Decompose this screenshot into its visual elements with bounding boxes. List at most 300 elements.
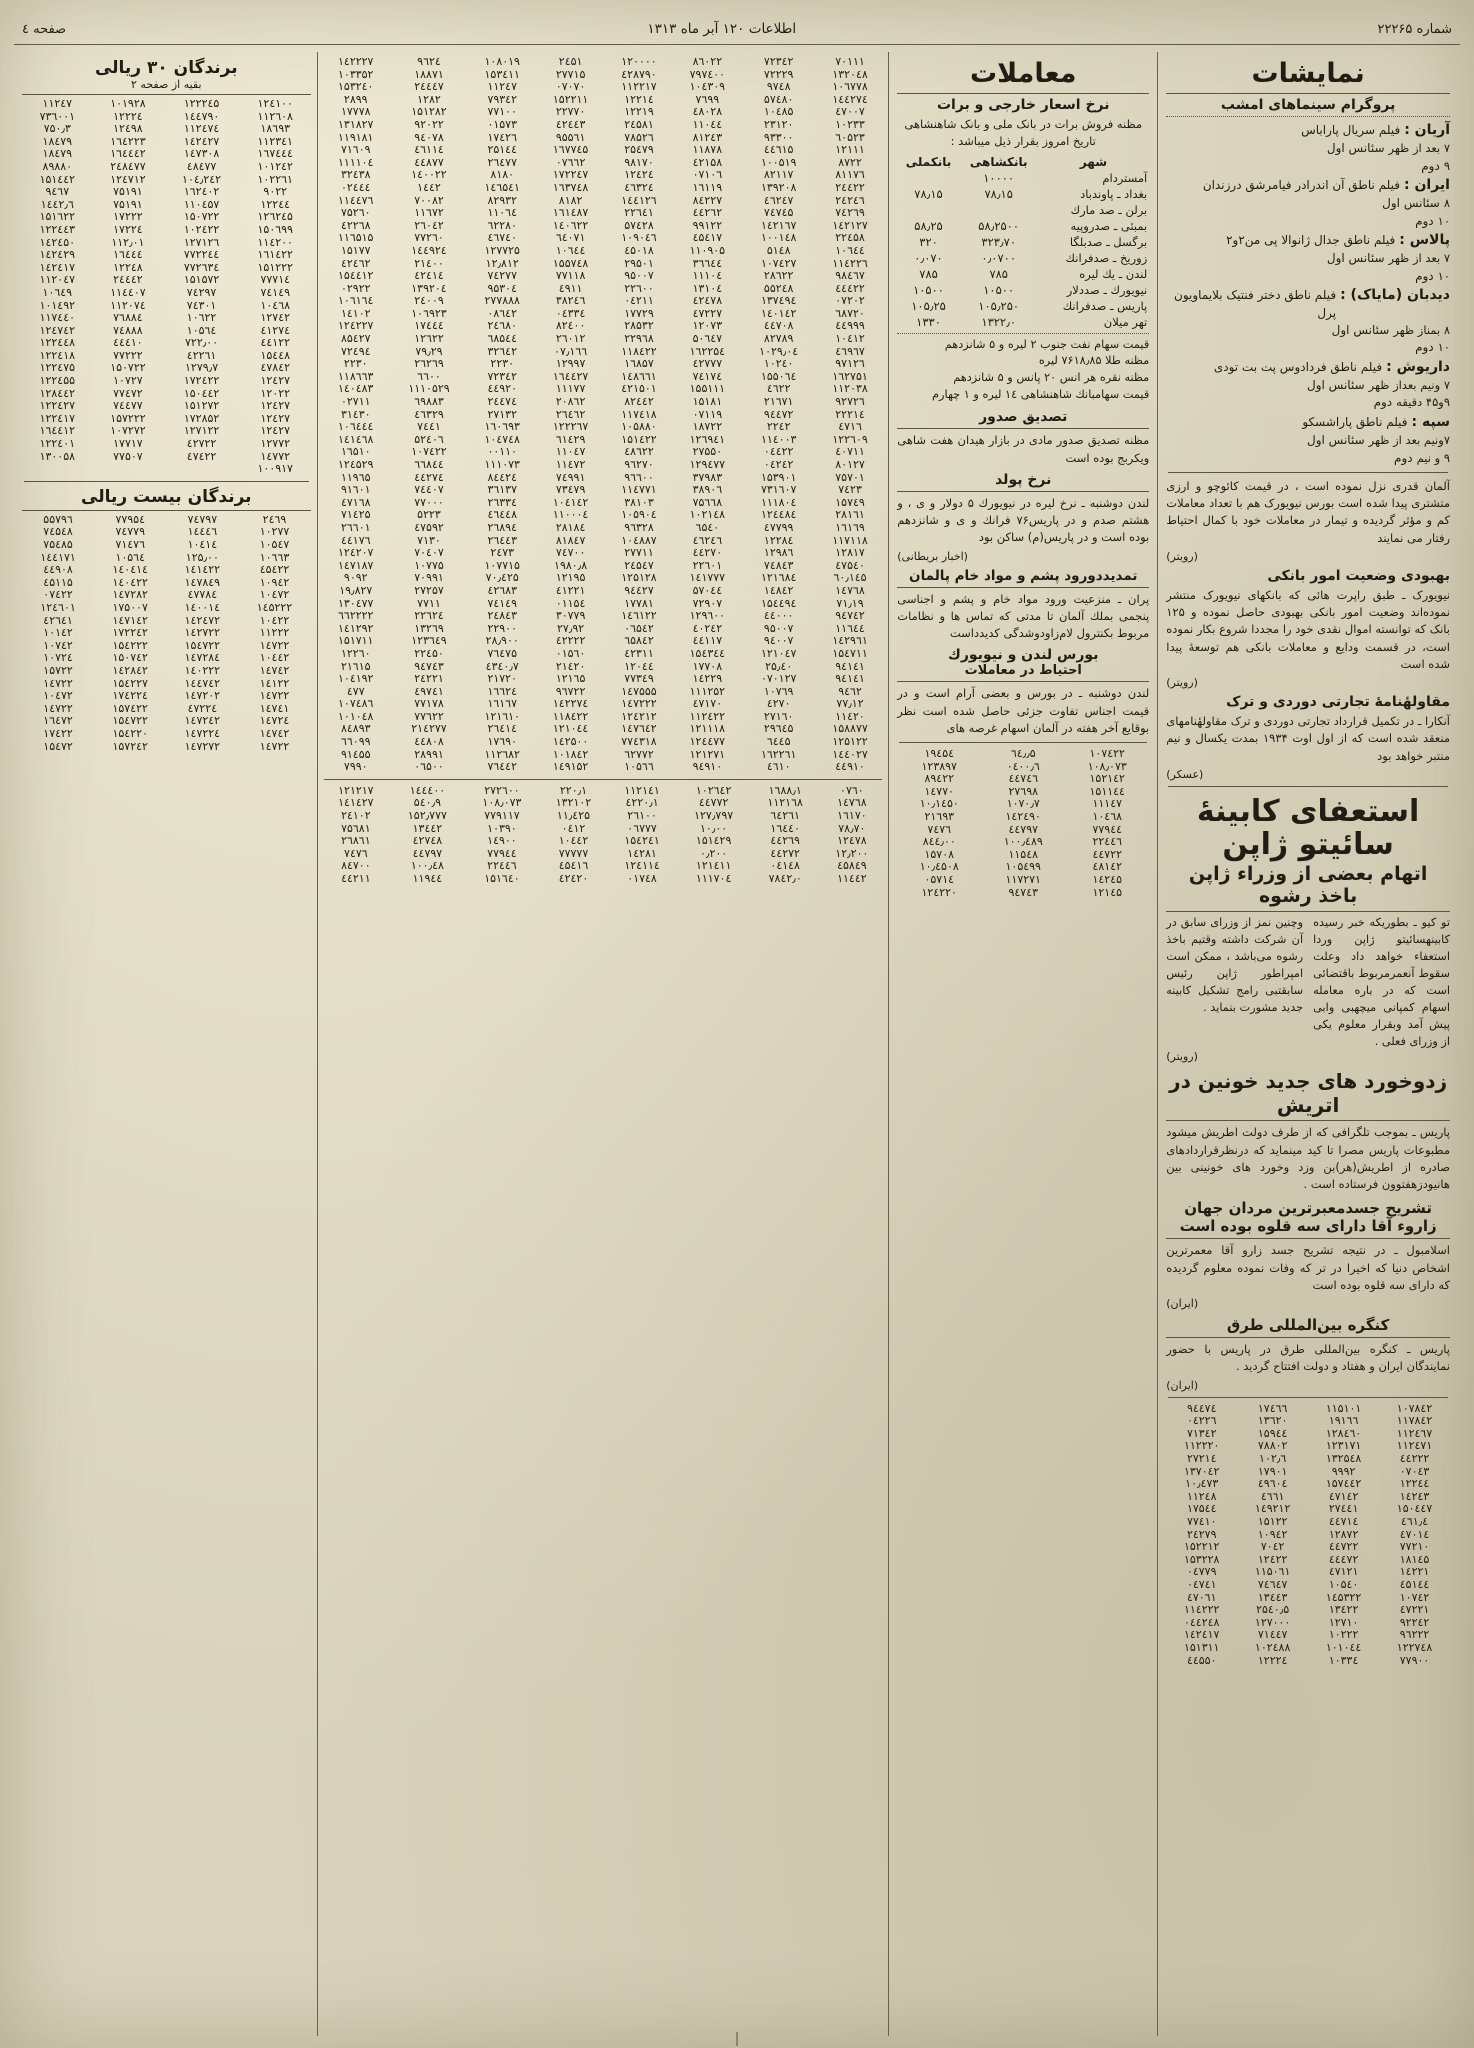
divider [897,93,1149,94]
number-cell: ۱٤۲٤۲۹ [39,248,76,262]
number-cell: ۰۷۱۰٦ [692,168,723,182]
number-cell: ۲۸٫۹۰۰ [485,634,519,648]
number-cell: ۷۵۰٫۳ [43,122,71,136]
number-cell: ۱۲۲٦۰۹ [832,432,868,446]
number-cell: ۷۰۹۹۱ [414,571,444,585]
number-row [322,835,885,848]
number-cell: ۱٤٤۲٫٦ [40,197,74,211]
number-cell: ۱٤۲٤۱۷ [1183,1628,1220,1642]
number-cell: ٦٤٫٫۵ [1010,747,1036,760]
number-cell: ۱۰٦۷۷۸ [832,80,868,94]
cinema-showlabel: دوم [1415,340,1434,355]
number-cell: ۱۰٦٤٤٤ [338,420,374,434]
number-cell: ۱۲٤۲۷ [260,399,291,413]
number-cell: ٤۷۰۰۷ [835,105,865,119]
number-cell: ۱۱٤۷۲ [555,458,586,471]
number-cell: ۹٤۱٤۱ [835,672,865,686]
number-cell: ۱٤٤۰۲۷ [832,747,868,761]
number-cell: ٤۹۱۱ [558,281,583,295]
number-cell: ۱۰٤٤۲ [558,834,589,848]
number-cell: ۱٦۸۸٫۱ [768,783,802,797]
number-cell: ۱۵۱۷۱۱ [338,634,374,648]
number-cell: ۱۵۲۱٤۲ [1089,772,1125,786]
number-cell: ۷٤۲۹۷ [186,285,217,299]
number-row [1166,1453,1450,1466]
number-cell: ۷۸۸۰۲ [1257,1439,1288,1453]
number-cell: ۹۵۰۰۷ [763,621,794,635]
number-cell: ۱۲٤۱۰۰ [257,97,293,110]
number-cell: ۱۰۰٫٤۸ [410,859,444,873]
number-cell: ۱۲۱٦۵ [555,672,586,686]
number-cell: ۲٦٦۰۱ [340,520,371,534]
cinema-name: پالاس : [1399,232,1450,249]
number-cell: ۱۳۲٦۹ [414,621,444,635]
divider [22,94,311,95]
number-cell: ۱۵۱۲۲ [1257,1515,1288,1529]
number-cell: ۹٤٦۷ [45,185,70,199]
number-cell: ۲٦۰٤۲ [414,218,444,232]
number-cell: ٤۷۱٦۸ [340,495,371,509]
number-cell: ۲۵٫٤۰ [765,659,793,673]
number-cell: ۱۰۱۲٤۲ [257,159,293,173]
number-cell: ۸۲۷۸۹ [763,332,794,346]
number-cell: ۱۰۸٫۰۷۳ [1087,759,1127,773]
news-source: (ایران) [1166,1297,1199,1311]
fx-bank-shahi: ۷۸۵ [989,266,1008,281]
number-cell: ۷٤۳۰۱ [186,298,217,312]
cinema-film: فیلم سریال پاراباس [1301,123,1401,137]
number-cell: ۱۰۹٤۲ [259,575,290,589]
number-cell: ٤۷۱٦ [838,420,862,434]
number-cell: ٤٤۲۲۲ [1399,1452,1430,1466]
cinema-showlabel: دوم [1415,213,1434,228]
number-cell: ۱۹٤۵٤ [924,747,955,760]
fx-city: زوریخ ـ صدفرانك [1065,250,1148,265]
fx-bank-shahi: ۱۰۰۰۰ [983,170,1015,185]
number-cell: ۱٦۸۵۷ [624,357,654,371]
number-cell: ۰۷٦۰ [840,783,864,797]
number-row [322,472,885,485]
number-cell: ۱۱۱۷۰٤ [695,872,732,885]
number-cell: ۷۲۳٤۲ [487,369,517,383]
cinema-name: آریان : [1404,122,1450,138]
number-cell: ۹٤٤۲۷ [624,583,654,597]
fx-bank-shahi: ۳۲۳٫۷۰ [981,234,1017,249]
winners-continued-note: بقیه از صفحه ۲ [131,78,202,91]
number-cell: ۱۱۲۳٤۱ [257,134,293,148]
number-cell: ٤٦۱۰ [766,760,791,774]
number-cell: ٤۷۱۷۰ [692,697,723,711]
number-cell: ۷٤٦٤۷ [1257,1578,1288,1592]
number-cell: ۱٤۲۵۰۰ [552,735,589,749]
news-paragraph: پاریس ـ بموجب تلگرافی که از طرف دولت اطریش میشود مطبوعات پاریس مصرا تا کید مینماید که درنظرقرارداد‌های صادره از اطریش(هر)بن وزد وخورد های خونینی بین هانیودزهفتوون فرستاده است . [1166,1125,1450,1192]
number-cell: ۱۲۲۷٤۸ [1396,1640,1433,1654]
cinema-showlabel: دوم [1394,450,1413,465]
number-row [22,375,311,388]
number-cell: ٤۵۰۱۸ [624,243,654,257]
number-cell: ۱۱۲۰۳۸ [832,382,868,396]
number-cell: ٤۱۲۲۱ [555,583,586,597]
number-row [322,698,885,711]
number-cell: ۷٤٤۰۷ [414,483,444,497]
number-row [322,371,885,384]
number-cell: ۱۰۲٤۸۸ [1254,1640,1291,1654]
number-cell: ۱٤۷۱۸۷ [338,558,374,572]
number-cell: ۱٤۷٤۱ [259,701,290,715]
number-cell: ۱۲۲٤۱۷ [39,411,76,425]
number-cell: ۱۵٤۷۲۲ [112,714,148,728]
fx-city: برگسل ـ صدبلگا [1069,234,1148,249]
fx-bank-melli: ۷۸٫۱۵ [914,186,943,201]
number-cell: ۱۳۲۰٤۸ [832,67,868,81]
fx-bank-shahi: ۱۰۵۰۰ [983,282,1015,297]
number-cell: ۲۲٦۲٤ [414,609,444,623]
number-row [897,874,1149,887]
cinema-showtime: ۹و۴۵ دقیقه [1396,395,1450,410]
currency-rate-title: نرخ پولد [995,471,1052,488]
divider [324,779,883,780]
number-cell: ۱۱٤۲۲٦ [832,256,868,270]
number-cell: ۹۱٦۰۱ [340,483,371,497]
number-cell: ۱۰٦۱٦٤ [338,294,374,308]
fx-bank-shahi [960,202,1038,218]
number-cell: ۲٦۳۳٤ [487,495,517,509]
number-cell: ۱۵۳۹۰۱ [760,470,797,484]
fx-city: بغداد ـ پاوندباد [1080,186,1148,201]
number-row [322,749,885,762]
number-cell: ۱٦۱٦۹ [835,520,865,534]
number-cell: ۷۵٦۸۱ [341,821,371,835]
number-cell: ۱۱۹٦۵ [340,470,371,484]
number-cell: ٤۸٦۲۲ [624,445,654,459]
number-cell: ۱۱٤۲۰۰ [257,235,293,249]
cinema-showlabel: سئانس اول [1326,251,1385,266]
number-row [897,836,1149,849]
number-cell: ۱٤۲٤۵ [1092,872,1123,886]
number-cell: ۱۰۱۹۲۸ [110,97,146,110]
number-cell: ۱۱۲٤٦۷ [1396,1426,1433,1440]
number-cell: ۱۷۷۸۱ [624,596,654,610]
number-cell: ۱۱۲۰٤۷ [39,273,76,287]
number-cell: ۱۰۷۷۵ [414,558,444,572]
number-cell: ٤٤۷۲۲ [1328,1540,1359,1554]
number-cell: ۱۵٤٤۱۲ [338,269,374,283]
number-cell: ۷۱٤۷٦ [115,538,145,551]
fx-city: لندن ـ یك لیره [1079,266,1148,281]
number-cell: ٤٤۷٤٦ [1008,772,1039,786]
number-cell: ۱۰۰٫٤۸۹ [1003,835,1043,849]
number-cell: ۱٤۲٤۳ [1399,1489,1430,1503]
number-cell: ۱۲۲٤٤۳ [39,222,76,236]
number-cell: ۱٤۹۱۵۲ [552,760,589,774]
number-cell: ۱٦٤٤۰ [770,821,800,835]
number-cell: ۱۲۷۹٫۷ [185,361,219,375]
number-row [897,811,1149,824]
number-cell: ۷٤۸٤۳ [763,558,794,572]
number-cell: ۱۵٤۳٤٤ [689,646,726,660]
fx-note: مظنه فروش برات در بانک ملی و بانک شاهنشاهی تاریخ امروز بقرار ذیل میباشد : [904,117,1143,149]
number-cell: ۱٤۷٤۲ [259,726,290,740]
number-row [1166,1541,1450,1554]
number-cell: ۱۱۱۲۵۲ [689,684,726,698]
number-cell: ۰۷٫۱٦٦ [554,344,588,358]
number-cell: ۲۹٦٤۵ [763,722,794,736]
number-cell: ۸۲٤٤۲ [624,395,654,409]
number-cell: ۷۷۹۰۰ [1399,1653,1430,1667]
divider [897,681,1149,682]
number-cell: ٤۲۷٤۸ [412,834,443,848]
divider [1166,1120,1450,1121]
number-cell: ۱٤٤۲ [417,180,441,194]
number-cell: ۱۸٦۹۳ [260,122,291,136]
number-cell: ۱٤۷٤۲ [259,663,290,677]
number-cell: ۱٤۰٤۱٤ [112,563,148,577]
number-cell: ۱٤۷۱٤۲ [112,613,148,627]
number-cell: ۸۱۲٤۳ [692,130,723,144]
numbers-block-d-bottom [22,514,311,753]
number-cell: ۷۷۲٦۳٤ [183,260,220,274]
headline-congress: کنگره بین‌المللی طرق [1226,1316,1390,1335]
cinema-showtime: ۸ بمناز ظهر [1393,323,1450,338]
number-cell: ۱۰٤٦۸ [1092,809,1123,823]
number-cell: ۱۱۰٤۷ [555,445,586,459]
number-cell: ٤٤۲۷۲ [770,846,800,860]
number-cell: ۱۵۸۸۷۷ [832,722,868,736]
number-row [22,438,311,451]
number-cell: ۱۱۱٤۷ [1092,797,1123,811]
number-cell: ۱۱۷٤۱۸ [621,407,657,421]
number-cell: ۱۹۸۰٫۸ [554,558,588,572]
number-cell: ۱۲۲٤٤۸ [39,336,76,350]
number-cell: ۱۰۲۷۷ [259,525,290,539]
number-cell: ۱٤۲۱٦۷ [760,218,797,232]
number-cell: ۱۲۲٤۰۱ [39,437,76,451]
number-cell: ۱۵۷٤۲۲ [112,701,148,715]
number-row [322,873,885,886]
number-cell: ۹٦۲۲۲ [1399,1628,1430,1642]
number-row [322,283,885,296]
number-row [1166,1604,1450,1617]
number-cell: ۱۲۲٤۲۷ [39,399,76,413]
table-row [897,218,1149,234]
number-cell: ۱۷۲۸۵۲ [183,411,220,425]
number-cell: ۳۸۲٤٦ [555,294,586,308]
number-cell: ۰۱۱۵٤ [555,596,586,610]
number-cell: ۱۵۰٤٤۷ [1396,1502,1433,1516]
number-cell: ۲۲٦۰۱ [692,558,723,572]
number-cell: ۳٦۱۳۷ [487,483,517,497]
number-cell: ۱۲۲٤٤ [260,197,291,211]
number-cell: ۰٦۷۷۷ [627,821,657,835]
number-cell: ۷۷۲٦۰ [414,231,444,245]
number-cell: ۱۱۲٤۷۱ [1396,1439,1433,1453]
number-cell: ۲٤٦۹ [262,512,287,526]
number-row [22,665,311,678]
number-cell: ۱۳۱۸۲۷ [338,117,374,131]
number-cell: ۷٤۲٦۹ [835,206,865,220]
number-cell: ۱٤۷۲٤ [259,714,290,728]
fx-bank-melli: ۱۳۳۰ [916,314,941,329]
number-cell: ۱٤۷۳۰۸ [183,147,220,161]
fx-city: پاریس ـ صدفرانك [1062,298,1148,313]
cinema-name: سپه : [1411,413,1450,430]
masthead [0,14,1474,44]
number-cell: ۱۰۷۲٤ [43,651,73,665]
number-cell: ۱٤۲۹٦۱ [832,634,868,648]
number-cell: ۱٤۱٤۲۷ [338,796,374,810]
number-cell: ۱٤۷٦۸ [835,583,865,597]
number-cell: ۱۰۲۲۲ [1328,1628,1359,1642]
number-cell: ۲٤۱۰۲ [341,809,371,823]
number-cell: ۹٦۲٤ [417,55,441,68]
number-cell: ۰٤۰۰٫٦ [1006,759,1040,773]
number-cell: ٤٦۳۲۹ [414,407,444,421]
number-cell: ٤۲۸۷۹۰ [621,67,657,81]
number-cell: ۷٦۸۸٤ [113,311,143,325]
number-cell: ٤۷۰۱٤ [1399,1527,1430,1541]
number-cell: ۱۰۲٦٤۲ [695,783,732,797]
number-cell: ٤۷۱٤۲ [1328,1489,1359,1503]
number-cell: ۱۳۲۵٤۸ [1325,1452,1362,1466]
number-cell: ۱۸۷۲۲ [692,420,723,434]
article-title-banking: بهبودی وضعیت امور بانکی [1267,567,1450,584]
cinema-name: داریوش : [1386,358,1450,375]
number-cell: ۰۷٦٦۲ [555,155,586,169]
number-cell: ۱۲۱۲۱۷ [338,783,374,797]
numbers-block-c2 [322,785,885,886]
number-cell: ۱۱۸٤۲۲ [621,344,657,358]
number-cell: ۱٦۲٤۰۲ [183,185,220,199]
number-cell: ۱۵۰٤٤۲ [183,386,220,400]
number-cell: ۱۳۹۲۰٤ [411,281,447,295]
number-cell: ٤٤۲٦۲ [692,206,723,220]
number-cell: ۵۱٤۸ [766,243,791,257]
number-cell: ۲۲۹۰۰ [487,621,517,635]
number-cell: ۱۵۱۲۷۲ [183,399,220,413]
number-cell: ۱۳۹۲۰۸ [760,180,797,194]
cinema-list [1166,120,1450,467]
number-cell: ٤۲۲٦۱ [186,348,217,362]
number-cell: ۸۲٤۰۰ [555,319,586,333]
number-cell: ۱۰٤۳۰۹ [689,80,726,94]
number-cell: ۱۲٤٦۰۱ [40,600,76,614]
number-cell: ٤٤٦۱۵ [763,143,794,157]
number-cell: ۷۱۳۰ [417,533,441,547]
number-cell: ۷۲۲۲۹ [763,67,794,81]
number-cell: ۹۵۳۰٤ [487,281,517,295]
number-row [322,635,885,648]
number-cell: ۱٤۷۲۰۲ [184,689,221,703]
number-cell: ۱۵۱۵۷۲ [183,273,220,287]
number-row [322,69,885,82]
number-cell: ۷۸۵۲٦ [624,130,654,144]
number-cell: ۱۰۷٤۸٦ [338,697,374,711]
number-cell: ۲٦۱۰۰ [627,809,657,823]
number-cell: ۲۲٤۲ [766,420,791,434]
number-cell: ٦٤۰۷۱ [555,231,586,245]
number-cell: ۱٤۷۲۲٤ [184,726,221,740]
number-cell: ۲۰۸٦۲ [555,395,586,409]
number-cell: ۳۱٤۳۰ [340,407,371,421]
number-cell: ٤٤۷۲۲ [1092,847,1123,861]
stock-exchange-title: بورس لندن و نیویورك [948,647,1099,664]
number-cell: ۱۷۷۱۷ [113,437,143,451]
number-cell: ۹۰۲۲ [263,185,288,199]
number-row [322,220,885,233]
number-cell: ۲٦٤۷۷ [487,155,517,169]
number-cell: ۷٤۲۷۷ [487,269,517,283]
number-cell: ۷۱٫۱۹ [836,596,864,610]
number-row [322,623,885,636]
cinema-showlabel: سئانس اول [1331,323,1390,338]
number-cell: ۹۰۹۲ [343,571,368,585]
fx-bank-melli [897,170,960,186]
number-cell: ۱۲۹۸٦ [763,546,794,560]
number-row [322,258,885,271]
number-cell: ۱۲٤۲۰۷ [338,546,374,560]
number-cell: ۱٤۰۰۱٤ [184,600,221,614]
number-cell: ۱۰٤۱۹۲ [338,672,374,686]
number-cell: ۱٤۰۱٤۲ [760,306,797,320]
number-cell: ۱٦۳۷٤۸ [552,180,589,194]
number-cell: ۱۵۱۷۷ [340,243,371,257]
number-cell: ۲۲۷۷۰ [555,105,586,119]
number-cell: ۲۲٦٤۱ [624,206,654,220]
number-cell: ۷۸٤۲٫۰ [768,872,802,885]
number-cell: ۱۰٦٤٤ [555,243,586,257]
number-cell: ۱۲۱٦۱۰ [484,709,520,723]
news-paragraph: آنکارا ـ در تکمیل قرارداد تجارتی دوردی و ترک مقاولهٔنامهای منعقد شده است که از اول اوت ۱۹۳۴ بمدت یکسال و نیم منتبر خواهد بود [1166,714,1450,763]
number-cell: ۹٦۲۷۰ [624,458,654,471]
number-cell: ۲۲٤۵۰ [414,646,444,660]
number-cell: ۸٤۸۹۳ [340,722,371,736]
section-title-namayeshat: نمایشات [1251,58,1365,89]
number-cell: ۱۳۷۰٤۲ [1183,1464,1220,1478]
number-cell [22,463,93,476]
cinema-entry [1166,357,1450,412]
number-cell: ۱۱٦۵۱۵ [338,231,374,245]
number-cell: ۷۷۱۷۸ [414,697,444,711]
number-cell: ۲٦۲٦۹ [414,357,444,371]
share-line: قیمت سهام نفت جنوب ۲ لیره و ۵ شانزدهم [944,337,1150,351]
cinema-film: فیلم ناطق پاراشسکو [1302,414,1408,429]
number-cell: ۱٤٦۱۲۲ [621,609,657,623]
number-cell: ۱٤۷۷۲ [260,449,291,463]
headline-austria: زدوخورد های جدید خونین در اتریش [1169,1069,1448,1118]
number-cell: ٤۷۸٤۲ [260,361,291,375]
number-cell: ۱۱۸٤۲۲ [552,709,589,723]
fx-bank-melli: ۳۲۰ [919,234,938,249]
number-row [22,224,311,237]
number-cell: ۷۳٤۷۹ [555,483,586,497]
number-cell: ۱۰۲٤۲۲ [183,222,220,236]
number-cell: ۱٦٤۷۲ [43,714,73,728]
number-cell: ۱۰٤۱٤۲ [552,495,589,509]
number-cell: ۱۱٤۲۰ [835,709,865,723]
number-cell: ۷۹۷٤۰۰ [689,67,726,81]
number-cell: ۷۷۲۲۲ [113,348,143,362]
number-cell: ۱۲۷۷۲ [260,437,291,451]
number-cell: ۷۵۱۹۱ [113,197,143,211]
number-cell: ۱۵۱٤۲۹ [695,834,732,848]
number-cell: ۸۹٤۲۲ [924,772,955,786]
table-row [897,298,1149,314]
number-cell: ۱۵۲۲۱۲ [1183,1540,1220,1554]
number-cell: ۰٤۲۱۱ [624,294,654,308]
number-cell: ۱۰٫۰۰ [700,821,728,835]
number-cell: ۱۵۱٤۲۲ [621,432,657,446]
number-cell: ۲۱٦۹۳ [924,809,955,823]
